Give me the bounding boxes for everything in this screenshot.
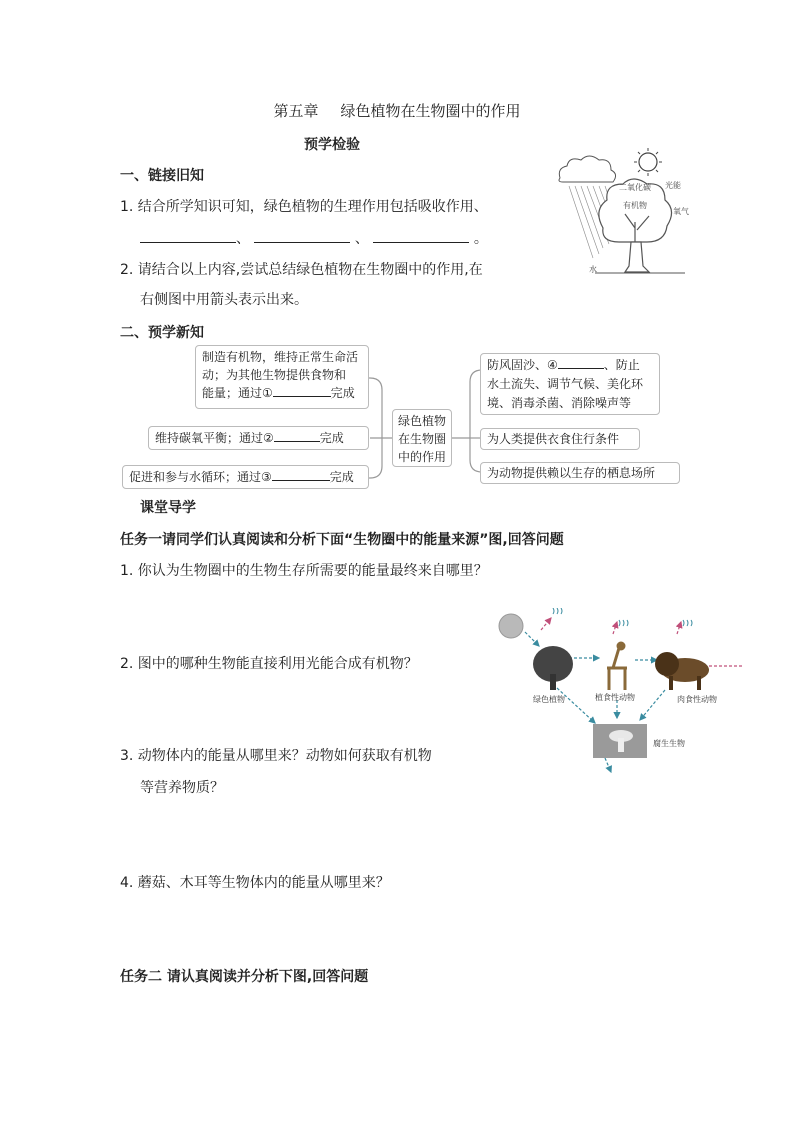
task1-question-3-line1: 3. 动物体内的能量从哪里来？动物如何获取有机物 — [120, 748, 432, 764]
task1-question-2: 2. 图中的哪种生物能直接利用光能合成有机物？ — [120, 656, 418, 672]
concept-right-2: 为人类提供衣食住行条件 — [480, 428, 640, 450]
question-1-text: 1. 结合所学知识可知，绿色植物的生理作用包括吸收作用、 — [120, 199, 488, 215]
answer-blank-circle1[interactable] — [273, 384, 331, 397]
oxygen-label: 氧气 — [673, 207, 689, 216]
concept-text: 完成 — [329, 470, 354, 484]
concept-text: 动；为其他生物提供食物和 — [202, 368, 347, 382]
organic-label: 有机物 — [623, 201, 647, 210]
concept-right-3: 为动物提供赖以生存的栖息场所 — [480, 462, 680, 484]
concept-text: 中的作用 — [397, 450, 446, 464]
herbivore-icon — [607, 643, 627, 690]
task-1-heading: 任务一请同学们认真阅读和分析下面“生物圈中的能量来源”图,回答问题 — [120, 532, 564, 548]
concept-text: 在生物圈 — [397, 432, 446, 446]
section-subtitle: 预学检验 — [304, 137, 360, 153]
task1-question-4: 4. 蘑菇、木耳等生物体内的能量从哪里来？ — [120, 875, 390, 891]
green-plant-icon — [533, 646, 573, 690]
decomposer-label: 腐生生物 — [653, 739, 685, 748]
concept-text: 水土流失、调节气候、美化环 — [487, 377, 644, 391]
concept-left-3 — [122, 465, 369, 489]
section2-heading: 二、预学新知 — [120, 325, 204, 341]
sun-icon — [634, 148, 662, 176]
concept-right-1 — [480, 353, 660, 415]
answer-blank-circle3[interactable] — [272, 468, 330, 481]
concept-text: 维持碳氧平衡；通过② — [155, 431, 274, 445]
concept-text: 、防止 — [603, 358, 640, 372]
page-title — [0, 100, 794, 121]
concept-text: 制造有机物，维持正常生命活 — [202, 350, 359, 364]
light-label: 光能 — [665, 181, 681, 190]
answer-blank-1[interactable] — [140, 228, 236, 243]
carnivore-icon — [655, 652, 709, 690]
task1-question-3-line2: 等营养物质？ — [140, 780, 224, 796]
concept-text: 绿色植物 — [397, 414, 446, 428]
concept-text: 促进和参与水循环；通过③ — [129, 470, 272, 484]
carnivore-label: 肉食性动物 — [677, 695, 717, 704]
tree-trunk-icon — [625, 242, 649, 272]
concept-left-2 — [148, 426, 369, 450]
concept-left-1 — [195, 345, 369, 409]
section3-heading: 课堂导学 — [140, 500, 196, 516]
question-2-line1: 2. 请结合以上内容,尝试总结绿色植物在生物圈中的作用,在 — [120, 262, 483, 278]
answer-blank-3[interactable] — [373, 228, 469, 243]
herbivore-label: 植食性动物 — [595, 693, 635, 702]
blank-separator: 、 — [236, 231, 250, 247]
answer-blank-circle2[interactable] — [274, 429, 320, 442]
plant-label: 绿色植物 — [533, 695, 565, 704]
question-1-blanks — [140, 228, 488, 249]
blank-separator: 、 — [354, 231, 369, 247]
decomposer-icon — [593, 724, 647, 758]
concept-text: 境、消毒杀菌、消除噪声等 — [487, 396, 632, 410]
section1-heading: 一、链接旧知 — [120, 168, 204, 184]
task-2-heading: 任务二 请认真阅读并分析下图,回答问题 — [120, 969, 369, 985]
sun-icon — [499, 614, 523, 638]
energy-source-figure — [495, 608, 755, 788]
concept-text: 完成 — [319, 431, 344, 445]
answer-blank-2[interactable] — [254, 228, 350, 243]
chapter-number: 第五章 — [273, 102, 319, 120]
concept-text: 防风固沙、④ — [487, 358, 558, 372]
blank-end: 。 — [473, 231, 488, 247]
concept-text: 能量；通过① — [202, 386, 273, 400]
plant-role-figure — [555, 148, 690, 278]
co2-label: 二氧化碳 — [619, 183, 651, 192]
chapter-title: 绿色植物在生物圈中的作用 — [340, 102, 521, 120]
task1-question-1: 1. 你认为生物圈中的生物生存所需要的能量最终来自哪里？ — [120, 563, 488, 579]
cloud-icon — [559, 156, 616, 182]
answer-blank-circle4[interactable] — [558, 356, 604, 369]
water-label: 水 — [589, 265, 597, 274]
concept-center — [392, 409, 452, 467]
question-2-line2: 右侧图中用箭头表示出来。 — [140, 292, 308, 308]
concept-text: 完成 — [330, 386, 355, 400]
